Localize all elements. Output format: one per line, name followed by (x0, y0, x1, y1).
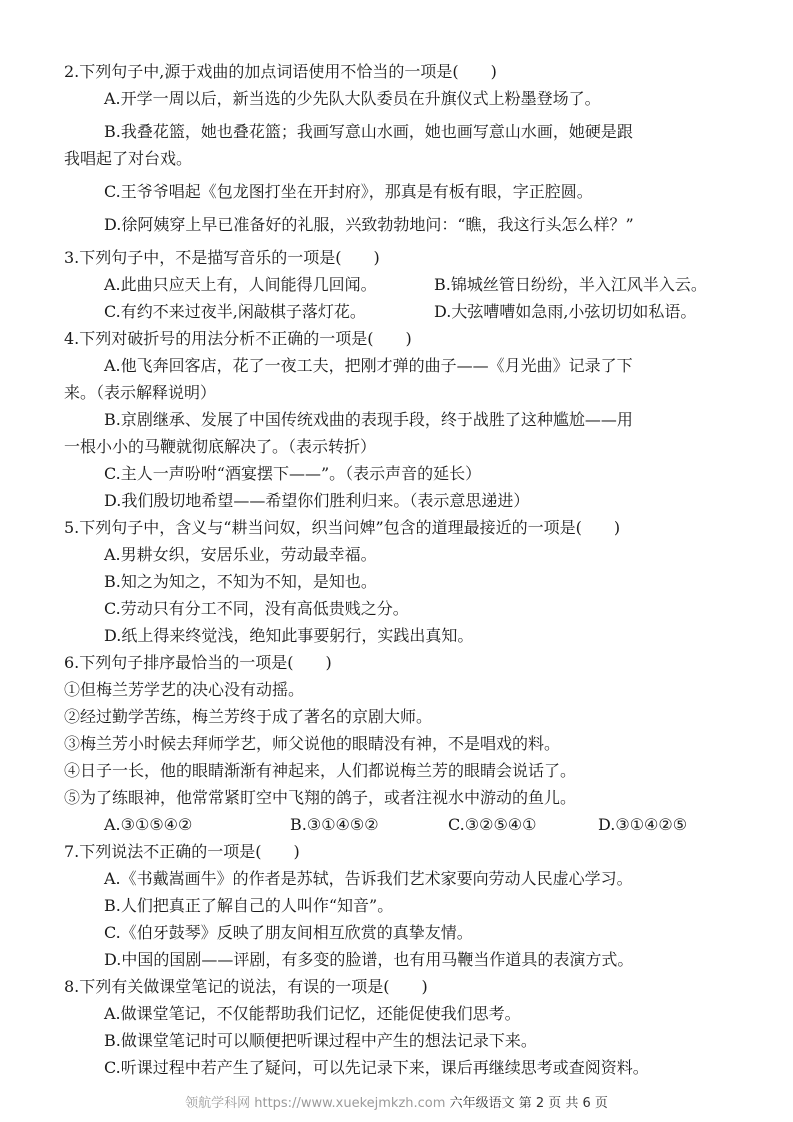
question-stem: 3.下列句子中，不是描写音乐的一项是( ) (64, 248, 380, 267)
option-c: C.劳动只有分工不同，没有高低贵贱之分。 (104, 599, 409, 618)
question-6 (64, 649, 736, 838)
question-stem: 7.下列说法不正确的一项是( ) (64, 842, 300, 861)
option-c: C.③②⑤④① (448, 815, 537, 834)
options-row (64, 811, 736, 838)
option-d: D.中国的国剧——评剧，有多变的脸谱，也有用马鞭当作道具的表演方式。 (104, 950, 634, 969)
page-number: 六年级语文 第 2 页 共 6 页 (449, 1096, 608, 1111)
option-b: B.做课堂笔记时可以顺便把听课过程中产生的想法记录下来。 (104, 1031, 537, 1050)
option-a: A.开学一周以后，新当选的少先队大队委员在升旗仪式上粉墨登场了。 (104, 89, 601, 108)
question-stem: 2.下列句子中,源于戏曲的加点词语使用不恰当的一项是( ) (64, 62, 497, 81)
option-c: C.王爷爷唱起《包龙图打坐在开封府》，那真是有板有眼，字正腔圆。 (104, 182, 593, 201)
option-a-continued: 来。（表示解释说明） (64, 383, 217, 402)
option-a: A.③①⑤④② (104, 815, 193, 834)
options-row (64, 271, 736, 298)
question-stem: 8.下列有关做课堂笔记的说法，有误的一项是( ) (64, 977, 428, 996)
option-c: C.主人一声吩咐“酒宴摆下——”。（表示声音的延长） (104, 464, 482, 483)
option-b-continued: 我唱起了对台戏。 (64, 149, 193, 168)
options-row (64, 298, 736, 325)
option-b: B.锦城丝管日纷纷，半入江风半入云。 (434, 275, 707, 294)
option-c: C.听课过程中若产生了疑问，可以先记录下来，课后再继续思考或查阅资料。 (104, 1058, 649, 1077)
question-8 (64, 973, 736, 1081)
option-b: B.③①④⑤② (290, 815, 379, 834)
option-a: A.男耕女织，安居乐业，劳动最幸福。 (104, 545, 377, 564)
option-d: D.徐阿姨穿上早已准备好的礼服，兴致勃勃地问：“瞧，我这行头怎么样？” (104, 215, 634, 234)
question-7 (64, 838, 736, 973)
option-b: B.知之为知之，不知为不知，是知也。 (104, 572, 377, 591)
question-stem: 4.下列对破折号的用法分析不正确的一项是( ) (64, 329, 412, 348)
option-a: A.《书戴嵩画牛》的作者是苏轼，告诉我们艺术家要向劳动人民虚心学习。 (104, 869, 633, 888)
option-a: A.他飞奔回客店，花了一夜工夫，把刚才弹的曲子——《月光曲》记录了下 (104, 356, 633, 375)
option-d: D.我们殷切地希望——希望你们胜利归来。（表示意思递进） (104, 491, 530, 510)
question-5 (64, 514, 736, 649)
question-2 (64, 58, 736, 238)
page-footer (0, 1092, 793, 1111)
sentence-1: ①但梅兰芳学艺的决心没有动摇。 (64, 680, 305, 699)
sentence-2: ②经过勤学苦练，梅兰芳终于成了著名的京剧大师。 (64, 707, 433, 726)
question-3 (64, 244, 736, 325)
option-b-continued: 一根小小的马鞭就彻底解决了。（表示转折） (64, 437, 377, 456)
watermark-text: 领航学科网 https://www.xuekejmkzh.com (185, 1096, 446, 1111)
sentence-4: ④日子一长，他的眼睛渐渐有神起来，人们都说梅兰芳的眼睛会说话了。 (64, 761, 577, 780)
sentence-3: ③梅兰芳小时候去拜师学艺，师父说他的眼睛没有神，不是唱戏的料。 (64, 734, 561, 753)
option-b: B.人们把真正了解自己的人叫作“知音”。 (104, 896, 394, 915)
question-stem: 6.下列句子排序最恰当的一项是( ) (64, 653, 332, 672)
option-a: A.做课堂笔记，不仅能帮助我们记忆，还能促使我们思考。 (104, 1004, 521, 1023)
option-d: D.大弦嘈嘈如急雨,小弦切切如私语。 (434, 302, 697, 321)
question-stem: 5.下列句子中，含义与“耕当问奴，织当问婢”包含的道理最接近的一项是( ) (64, 518, 621, 537)
option-b: B.我叠花篮，她也叠花篮；我画写意山水画，她也画写意山水画，她硬是跟 (104, 122, 633, 141)
sentence-5: ⑤为了练眼神，他常常紧盯空中飞翔的鸽子，或者注视水中游动的鱼儿。 (64, 788, 577, 807)
option-a: A.此曲只应天上有，人间能得几回闻。 (104, 275, 377, 294)
option-c: C.《伯牙鼓琴》反映了朋友间相互欣赏的真挚友情。 (104, 923, 473, 942)
option-d: D.纸上得来终觉浅，绝知此事要躬行，实践出真知。 (104, 626, 474, 645)
option-d: D.③①④②⑤ (598, 815, 688, 834)
option-b: B.京剧继承、发展了中国传统戏曲的表现手段，终于战胜了这种尴尬——用 (104, 410, 633, 429)
question-4 (64, 325, 736, 514)
question-list (64, 58, 736, 1081)
option-c: C.有约不来过夜半,闲敲棋子落灯花。 (104, 302, 366, 321)
